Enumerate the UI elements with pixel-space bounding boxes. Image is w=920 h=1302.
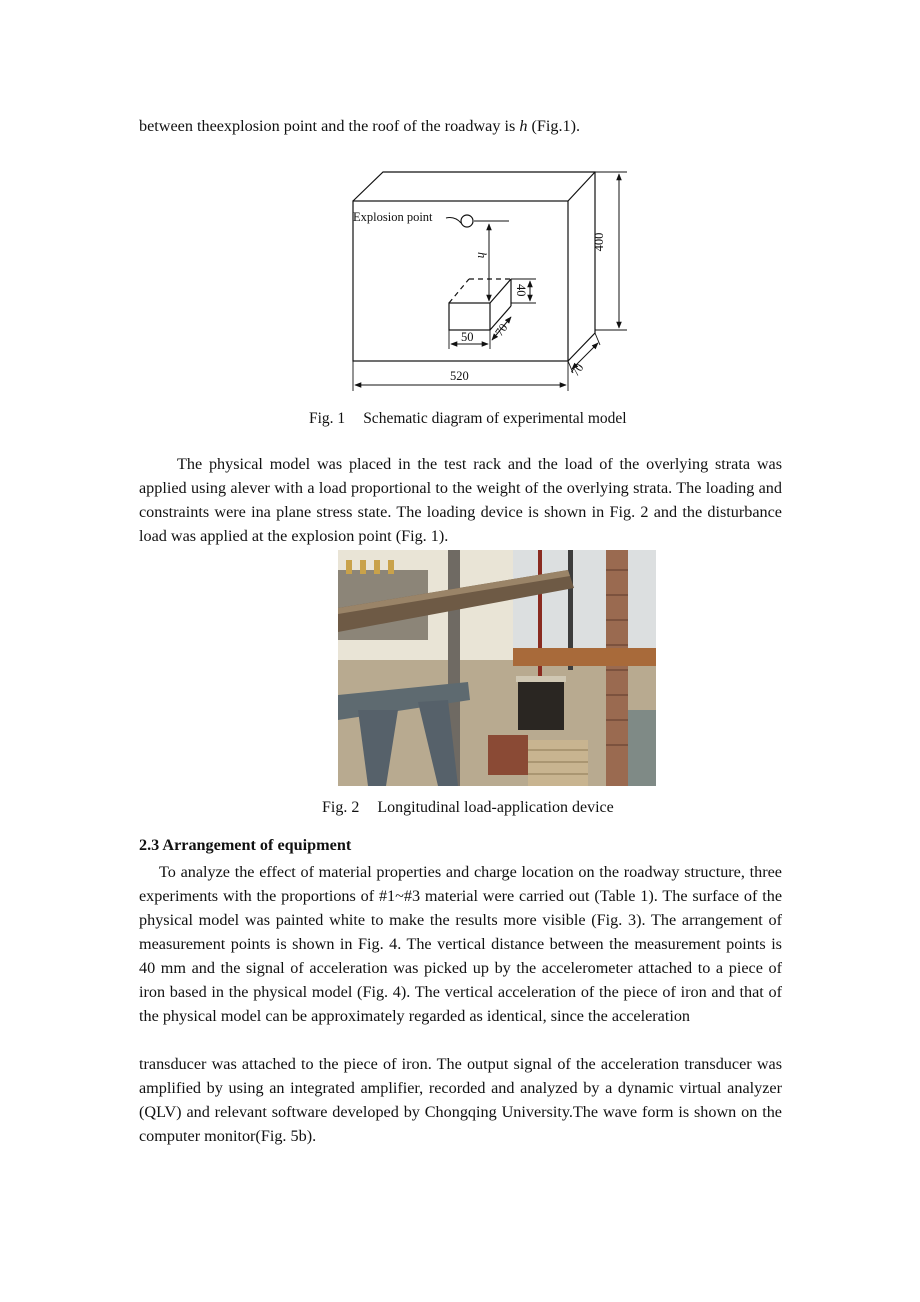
figure-2-title: Longitudinal load-application device	[377, 799, 614, 816]
figure-1-caption	[309, 410, 627, 428]
dim-70-inner-label: 70	[491, 320, 511, 339]
model-block	[353, 172, 595, 361]
paragraph-loading	[139, 452, 782, 548]
figure-1-number: Fig. 1	[309, 410, 346, 427]
explosion-point-label: Explosion point	[353, 210, 433, 224]
section-heading: 2.3 Arrangement of equipment	[139, 836, 352, 854]
paragraph-equipment-b: transducer was attached to the piece of iron. The output signal of the acceleration transducer was amplified by using an integrated amplifier, recorded and analyzed by a dynamic virtual analyzer (QLV) and relevant software developed by Chongqing University.The wave form is shown on the computer monitor(Fig. 5b).	[139, 1055, 782, 1145]
top-text-line	[139, 114, 580, 138]
dim-520-label: 520	[450, 369, 469, 383]
top-line-variable: h	[519, 117, 528, 135]
h-dimension-label: h	[475, 252, 489, 259]
dim-400-label: 400	[592, 232, 606, 252]
figure-2-caption	[322, 799, 614, 817]
figure-2-number: Fig. 2	[322, 799, 360, 816]
paragraph-loading-text: The physical model was placed in the test rack and the load of the overlying strata was applied using alever with a load proportional to the weight of the overlying strata. The loading and constraints were ina plane stress state. The loading device is shown in Fig. 2 and the disturbance load was applied at the explosion point (Fig. 1).	[139, 455, 782, 545]
paragraph-equipment-a-text: To analyze the effect of material properties and charge location on the roadway structure, three experiments with the proportions of #1~#3 material were carried out (Table 1). The surface of the physical model was painted white to make the results more visible (Fig. 3). The arrangement of measurement points is shown in Fig. 4. The vertical distance between the measurement points is 40 mm and the signal of acceleration was picked up by the accelerometer attached to a piece of iron based in the physical model (Fig. 4). The vertical acceleration of the piece of iron and that of the physical model can be approximately regarded as identical, since the acceleration	[139, 863, 782, 1025]
top-line-text: between theexplosion point and the roof of the roadway is	[139, 117, 520, 135]
explosion-point-marker	[461, 215, 473, 227]
figure-1-schematic	[340, 160, 640, 400]
dim-70-outer-label: 70	[567, 360, 587, 379]
figure-2-photo	[338, 550, 656, 786]
dim-40-label: 40	[514, 284, 528, 297]
explosion-leader-line	[446, 218, 461, 223]
paragraph-equipment-a	[139, 860, 782, 1028]
top-line-ref: (Fig.1).	[527, 117, 581, 135]
figure-1-title: Schematic diagram of experimental model	[363, 410, 627, 427]
dim-50-label: 50	[461, 330, 474, 344]
roadway-box	[449, 279, 511, 330]
